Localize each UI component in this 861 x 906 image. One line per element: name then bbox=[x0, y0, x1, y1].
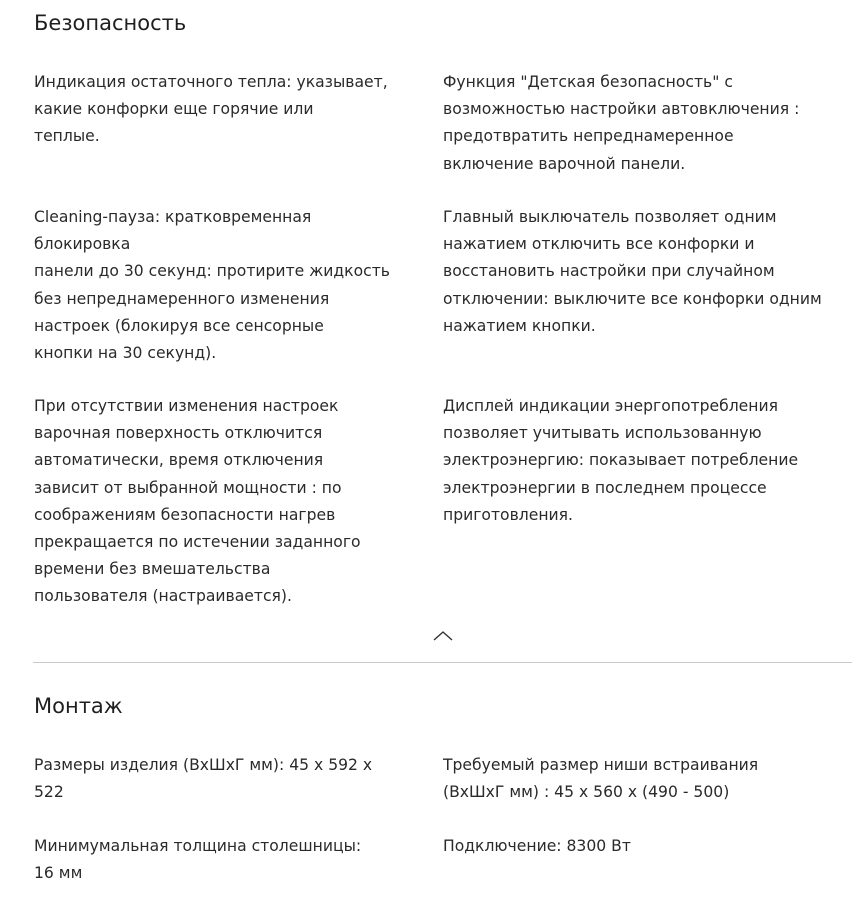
chevron-up-icon bbox=[432, 629, 454, 642]
safety-item-main-switch: Главный выключатель позволяет одним нажатием отключить все конфорки и восстановить настройки при случайном отключении: выключите все конфорки одним нажатием кнопки. bbox=[443, 208, 822, 335]
section-title-safety: Безопасность bbox=[34, 11, 187, 35]
safety-item-auto-shutoff: При отсутствии изменения настроек варочная поверхность отключится автоматически, время отключения зависит от выбранной мощности : по соображениям безопасности нагрев прекращается по истечении заданного времени без вмешательства пользователя (настраивается). bbox=[34, 397, 361, 606]
mounting-item-worktop-thickness: Минимумальная толщина столешницы: 16 мм bbox=[34, 837, 362, 883]
section-title-mounting: Монтаж bbox=[34, 694, 123, 718]
section-divider bbox=[33, 662, 852, 663]
safety-item-child-lock: Функция "Детская безопасность" с возможностью настройки автовключения : предотвратить непреднамеренное включение варочной панели. bbox=[443, 73, 800, 173]
safety-item-energy-display: Дисплей индикации энергопотребления позволяет учитывать использованную электроэнергию: показывает потребление электроэнергии в последнем процессе приготовления. bbox=[443, 397, 799, 524]
safety-item-cleaning-pause: Cleaning-пауза: кратковременная блокировка панели до 30 секунд: протирите жидкость без непреднамеренного изменения настроек (блокируя все сенсорные кнопки на 30 секунд). bbox=[34, 208, 390, 363]
mounting-item-connection: Подключение: 8300 Вт bbox=[443, 837, 631, 855]
safety-item-residual-heat: Индикация остаточного тепла: указывает, какие конфорки еще горячие или теплые. bbox=[34, 73, 388, 146]
mounting-item-niche-size: Требуемый размер ниши встраивания (ВxШxГ мм) : 45 x 560 x (490 - 500) bbox=[443, 756, 759, 802]
mounting-item-dimensions: Размеры изделия (ВxШxГ мм): 45 x 592 x 522 bbox=[34, 756, 373, 802]
collapse-safety-button[interactable] bbox=[430, 625, 456, 645]
